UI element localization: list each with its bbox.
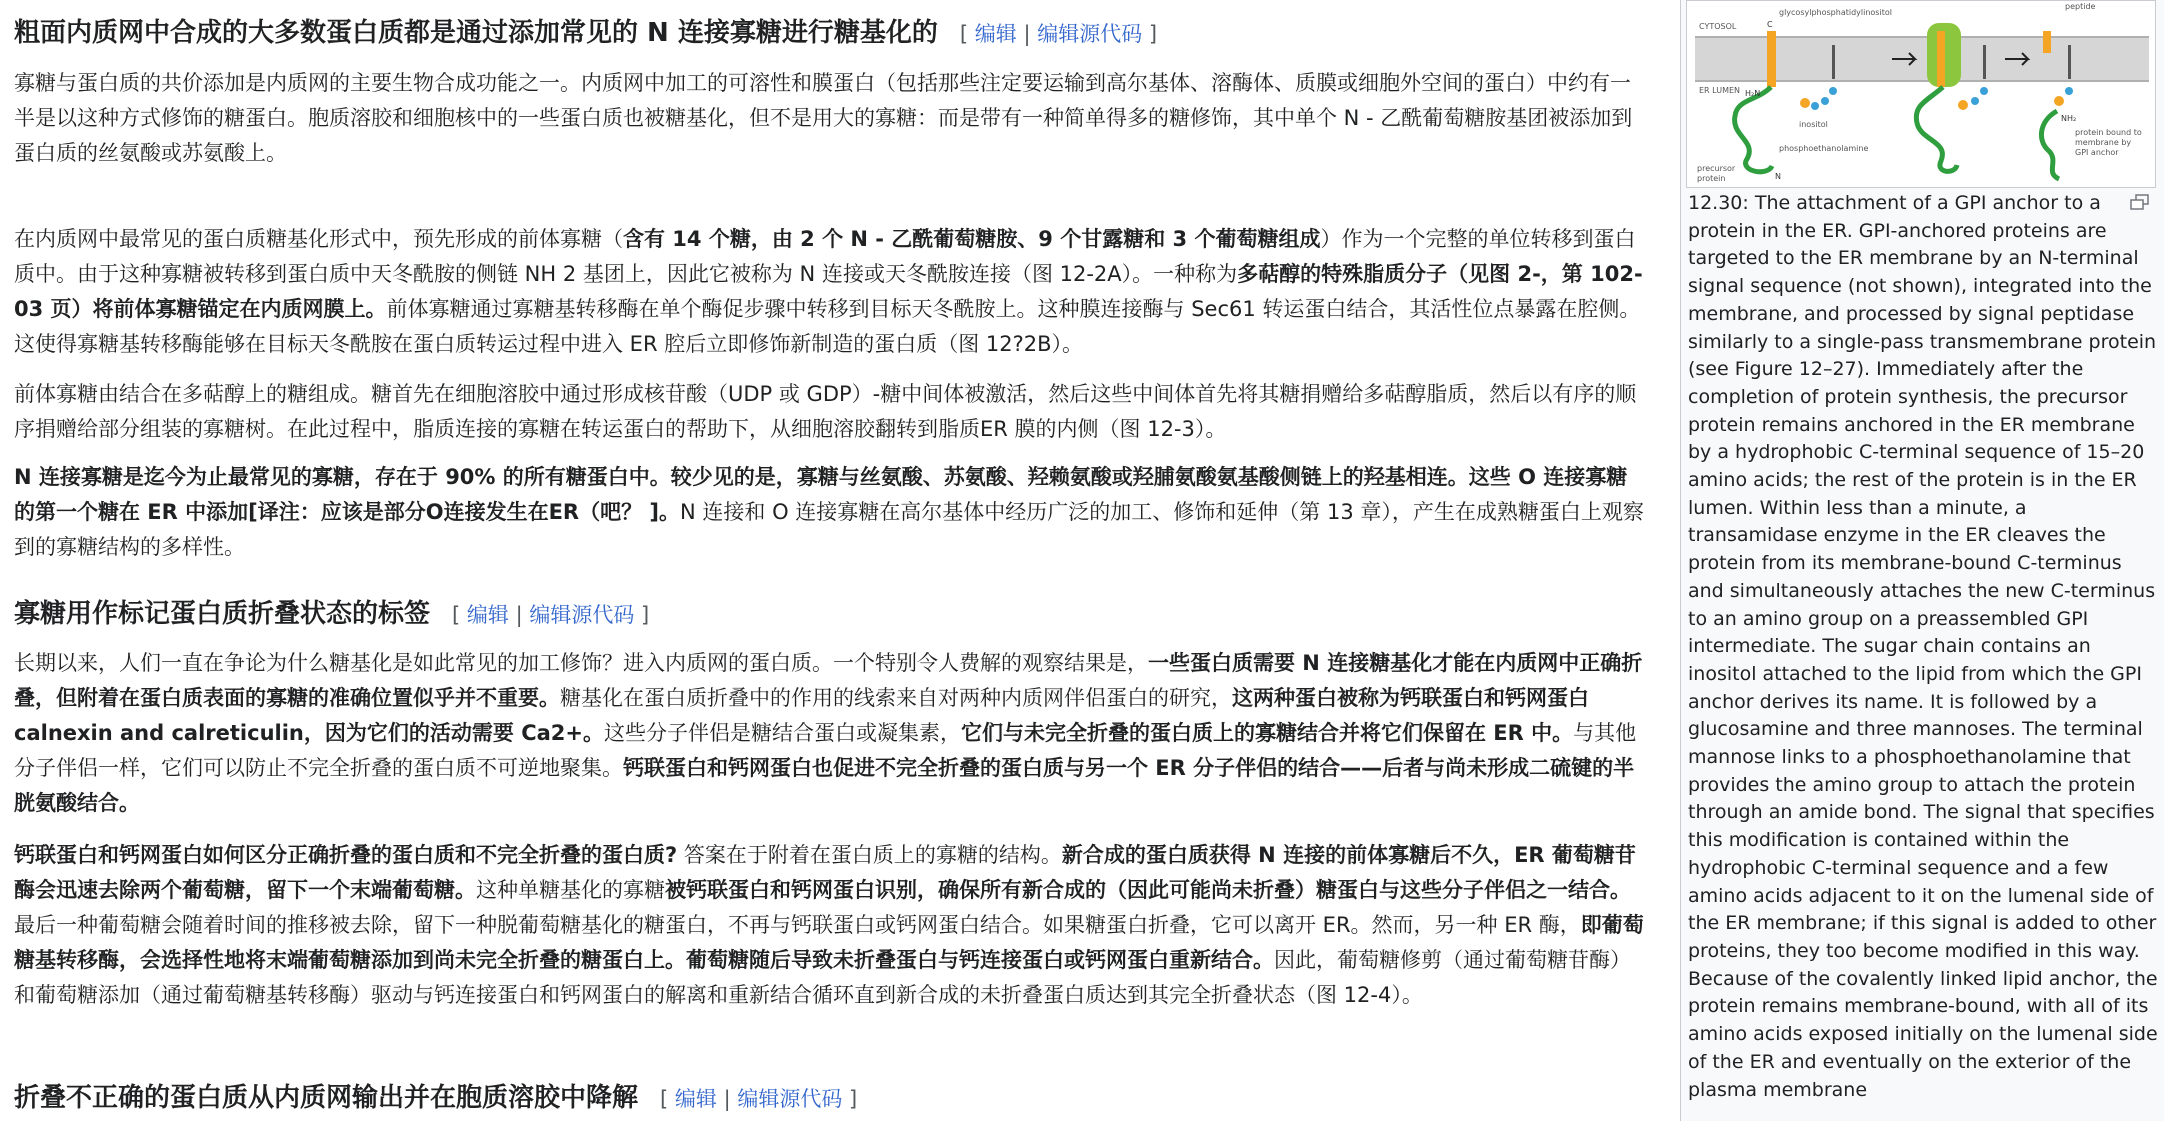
sugar [1980, 87, 1988, 95]
label-c: C [1767, 20, 1773, 29]
label-bound1: protein bound to [2075, 128, 2142, 137]
text-run: 在内质网中最常见的蛋白质糖基化形式中，预先形成的前体寡糖（ [14, 227, 623, 251]
section-2 [14, 594, 1644, 635]
label-h2n: H₂N [1745, 89, 1761, 98]
cleaved-peptide [2043, 31, 2051, 53]
label-peptide: peptide [2065, 2, 2096, 11]
edit-section-links [660, 1087, 857, 1111]
section-heading [14, 1078, 1644, 1119]
section-heading [14, 594, 1644, 635]
bold-run: 被钙联蛋白和钙网蛋白识别，确保所有新合成的（因此可能尚未折叠）糖蛋白与这些分子伴侣之一结合。 [665, 878, 1631, 902]
sugar [1811, 102, 1819, 110]
bracket-close: ] [641, 603, 650, 627]
section-heading [14, 13, 1644, 54]
label-n: N [1775, 172, 1781, 181]
paragraph [14, 66, 1644, 171]
section-3 [14, 1078, 1644, 1119]
bracket-open: [ [660, 1087, 669, 1111]
text-run: 因此，葡萄糖修剪（通过葡萄糖苷酶）和葡萄糖添加（通过葡萄糖基转移酶）驱动与钙连接蛋白和钙网蛋白的解离和重新结合循环直到新合成的未折叠蛋白质达到其完全折叠状态（图 12-4）。 [14, 948, 1631, 1007]
label-gpi: glycosylphosphatidylinositol [1779, 8, 1892, 17]
bold-run: 即葡萄糖基转移酶，会选择性地将末端葡萄糖添加到尚未完全折叠的糖蛋白上。葡萄糖随后导致未折叠蛋白与钙连接蛋白或钙网蛋白重新结合。 [14, 913, 1644, 972]
bold-run: 含有 14 个糖，由 2 个 N - 乙酰葡萄糖胺、9 个甘露糖和 3 个葡萄糖组成 [623, 227, 1321, 251]
c-terminal-anchor-2 [1937, 31, 1945, 87]
gpi-anchor-diagram [1687, 1, 2156, 188]
text-run: 这种单糖基化的寡糖 [476, 878, 665, 902]
bold-run: 这两种蛋白被称为钙联蛋白和钙网蛋白 calnexin and calreticulin，因为它们的活动需要 Ca2+。 [14, 686, 1589, 745]
bold-run: 它们与未完全折叠的蛋白质上的寡糖结合并将它们保留在 ER 中。 [960, 721, 1574, 745]
label-precursor: precursor [1697, 164, 1736, 173]
sugar [1821, 97, 1829, 105]
bracket-open: [ [452, 603, 461, 627]
separator: | [515, 603, 523, 627]
label-bound2: membrane by [2075, 138, 2132, 147]
membrane [1695, 37, 2149, 81]
text-run: N 连接和 O 连接寡糖在高尔基体中经历广泛的加工、修饰和延伸（第 13 章），产生在成熟糖蛋白上观察到的寡糖结构的多样性。 [14, 500, 1644, 559]
label-nh2: NH₂ [2061, 114, 2077, 123]
edit-source-link[interactable]: 编辑源代码 [529, 603, 635, 627]
bold-run: 新合成的蛋白质获得 N 连接的前体寡糖后不久，ER 葡萄糖苷酶会迅速去除两个葡萄糖，留下一个末端葡萄糖。 [14, 843, 1636, 902]
label-inositol: inositol [1799, 120, 1828, 129]
heading-text: 折叠不正确的蛋白质从内质网输出并在胞质溶胶中降解 [14, 1083, 639, 1113]
heading-text: 粗面内质网中合成的大多数蛋白质都是通过添加常见的 N 连接寡糖进行糖基化的 [14, 18, 938, 48]
edit-section-links [452, 603, 649, 627]
text-run: 这些分子伴侣是糖结合蛋白或凝集素， [603, 721, 961, 745]
anchored-protein-chain [2041, 111, 2059, 179]
label-protein: protein [1697, 174, 1726, 183]
paragraph-text: 前体寡糖由结合在多萜醇上的糖组成。糖首先在细胞溶胶中通过形成核苷酸（UDP 或 GDP）-糖中间体被激活，然后这些中间体首先将其糖捐赠给多萜醇脂质，然后以有序的顺序捐赠给部分组装的寡糖树。在此过程中，脂质连接的寡糖在转运蛋白的帮助下，从细胞溶胶翻转到脂质ER 膜的内侧（图 12-3）。 [14, 382, 1637, 441]
bracket-open: [ [959, 22, 969, 46]
label-er-lumen: ER LUMEN [1699, 86, 1741, 95]
edit-link[interactable]: 编辑 [674, 1087, 717, 1111]
bracket-close: ] [849, 1087, 858, 1111]
paragraph [14, 460, 1644, 565]
bold-run: N 连接寡糖是迄今为止最常见的寡糖，存在于 90% 的所有糖蛋白中。较少见的是，寡糖与丝氨酸、苏氨酸、羟赖氨酸或羟脯氨酸氨基酸侧链上的羟基相连。这些 O 连接寡糖的第一个糖在 ER 中添加[译注：应该是部分O连接发生在ER（吧？ ]。 [14, 465, 1628, 524]
c-terminal-anchor-1 [1767, 31, 1776, 87]
text-run: 答案在于附着在蛋白质上的寡糖的结构。 [677, 843, 1062, 867]
edit-link[interactable]: 编辑 [466, 603, 509, 627]
text-run: 与其他分子伴侣一样，它们可以防止不完全折叠的蛋白质不可逆地聚集。 [14, 721, 1637, 780]
edit-source-link[interactable]: 编辑源代码 [737, 1087, 843, 1111]
separator: | [1023, 22, 1031, 46]
heading-text: 寡糖用作标记蛋白质折叠状态的标签 [14, 599, 431, 629]
sugar [1829, 87, 1837, 95]
bold-run: 钙联蛋白和钙网蛋白也促进不完全折叠的蛋白质与另一个 ER 分子伴侣的结合——后者与尚未形成二硫键的半胱氨酸结合。 [14, 756, 1635, 815]
paragraph [14, 222, 1644, 362]
phosphate [1958, 100, 1968, 110]
label-phosphoethanolamine: phosphoethanolamine [1779, 144, 1869, 153]
figure-image[interactable] [1686, 0, 2156, 188]
bold-run: 一些蛋白质需要 N 连接糖基化才能在内质网中正确折叠，但附着在蛋白质表面的寡糖的准确位置似乎并不重要。 [14, 651, 1643, 710]
separator: | [723, 1087, 731, 1111]
text-run: 糖基化在蛋白质折叠中的作用的线索来自对两种内质网伴侣蛋白的研究， [560, 686, 1232, 710]
edit-source-link[interactable]: 编辑源代码 [1037, 22, 1143, 46]
label-cytosol: CYTOSOL [1699, 22, 1737, 31]
text-run: 最后一种葡萄糖会随着时间的推移被去除，留下一种脱葡萄糖基化的糖蛋白，不再与钙联蛋白或钙网蛋白结合。如果糖蛋白折叠，它可以离开 ER。然而，另一种 ER 酶， [14, 913, 1581, 937]
text-run: ）作为一个完整的单位转移到蛋白质中。由于这种寡糖被转移到蛋白质中天冬酰胺的侧链 NH 2 基团上，因此它被称为 N 连接或天冬酰胺连接（图 12-2A）。一种称为 [14, 227, 1636, 286]
label-bound3: GPI anchor [2075, 148, 2119, 157]
paragraph [14, 838, 1644, 1013]
paragraph [14, 377, 1644, 447]
section-1 [14, 13, 1644, 54]
protein-chain [1916, 87, 1957, 171]
text-run: 前体寡糖通过寡糖基转移酶在单个酶促步骤中转移到目标天冬酰胺上。这种膜连接酶与 Sec61 转运蛋白结合，其活性位点暴露在腔侧。这使得寡糖基转移酶能够在目标天冬酰胺在蛋白质转运过程中进入 ER 腔后立即修饰新制造的蛋白质（图 12?2B）。 [14, 297, 1641, 356]
bracket-close: ] [1148, 22, 1158, 46]
paragraph-text: 寡糖与蛋白质的共价添加是内质网的主要生物合成功能之一。内质网中加工的可溶性和膜蛋白（包括那些注定要运输到高尔基体、溶酶体、质膜或细胞外空间的蛋白）中约有一半是以这种方式修饰的糖蛋白。胞质溶胶和细胞核中的一些蛋白质也被糖基化，但不是用大的寡糖：而是带有一种简单得多的糖修饰，其中单个 N - 乙酰葡萄糖胺基团被添加到蛋白质的丝氨酸或苏氨酸上。 [14, 71, 1633, 165]
figure-thumbnail [1680, 0, 2164, 1121]
bold-run: 多萜醇的特殊脂质分子（见图 2-，第 102-03 页）将前体寡糖锚定在内质网膜上。 [14, 262, 1643, 321]
figure-caption: 12.30: The attachment of a GPI anchor to a protein in the ER. GPI-anchored proteins are targeted to the ER membrane by an N-terminal signal sequence (not shown), integrated into the membrane, and processed by signal peptidase similarly to a single-pass transmembrane protein (see Figure 12–27). Immediately after the completion of protein synthesis, the precursor protein remains anchored in the ER membrane by a hydrophobic C-terminal sequence of 15–20 amino acids; the rest of the protein is in the ER lumen. Within less than a minute, a transamidase enzyme in the ER cleaves the protein from its membrane-bound C-terminus and simultaneously attaches the new C-terminus to an amino group on a preassembled GPI intermediate. The sugar chain contains an inositol attached to the lipid from which the GPI anchor derives its name. It is followed by a glucosamine and three mannoses. The terminal mannose links to a phosphoethanolamine that provides the amino group to attach the protein through an amide bond. The signal that specifies this modification is contained within the hydrophobic C-terminal sequence and a few amino acids adjacent to it on the lumenal side of the ER membrane; if this signal is added to other proteins, they too become modified in this way. Because of the covalently linked lipid anchor, the protein remains membrane-bound, with all of its amino acids exposed initially on the lumenal side of the ER and eventually on the exterior of the plasma membrane [1688, 192, 2158, 1101]
bold-run: 钙联蛋白和钙网蛋白如何区分正确折叠的蛋白质和不完全折叠的蛋白质? [14, 843, 678, 867]
sugar [2065, 87, 2073, 95]
phosphate [1800, 98, 1810, 108]
sugar [1971, 97, 1979, 105]
text-run: 长期以来，人们一直在争论为什么糖基化是如此常见的加工修饰？进入内质网的蛋白质。一个特别令人费解的观察结果是， [14, 651, 1148, 675]
precursor-protein-chain [1735, 87, 1772, 172]
paragraph [14, 646, 1644, 821]
edit-section-links [960, 22, 1157, 46]
phosphate [2054, 96, 2064, 106]
edit-link[interactable]: 编辑 [974, 22, 1017, 46]
